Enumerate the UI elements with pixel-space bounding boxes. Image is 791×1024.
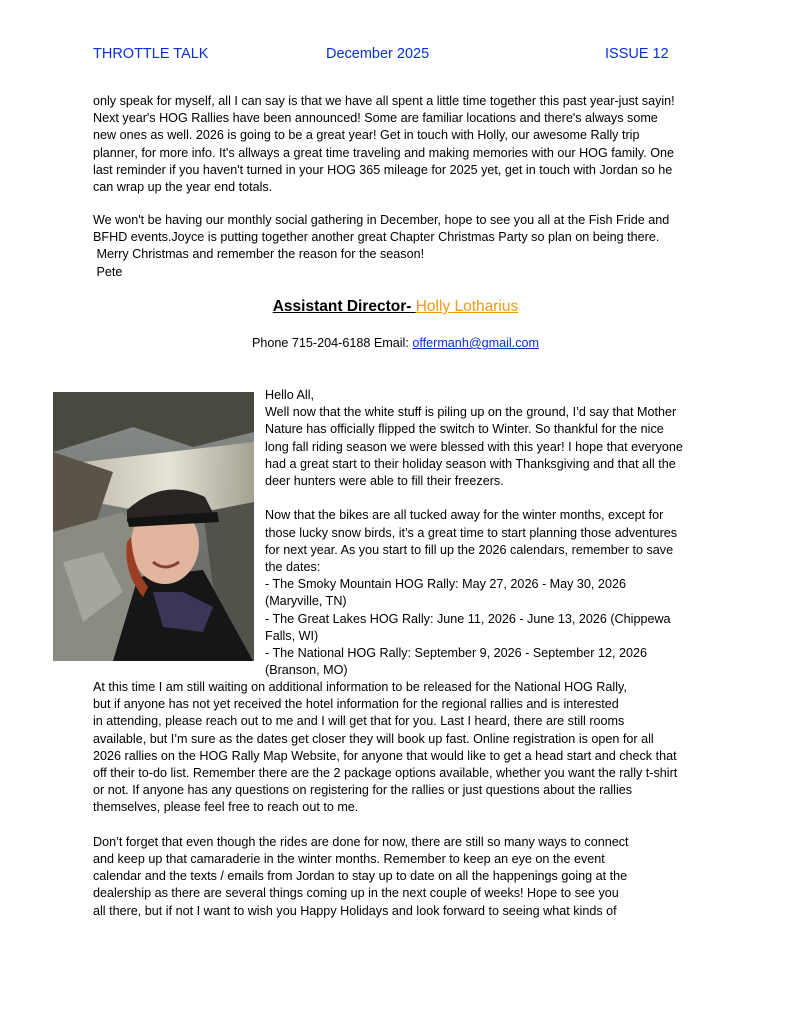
text-line: BFHD events.Joyce is putting together another great Chapter Christmas Party so plan on being there. (93, 230, 660, 245)
contact-line (0, 336, 791, 350)
contact-phone: Phone 715-204-6188 Email: (252, 336, 413, 350)
newsletter-title: THROTTLE TALK (93, 46, 209, 62)
text-line: available, but I’m sure as the dates get closer they will book up fast. Online registration is open for all (93, 731, 654, 746)
text-line: Merry Christmas and remember the reason for the season! (93, 247, 425, 262)
text-line: in attending, please reach out to me and I will get that for you. Last I heard, there are still rooms (93, 714, 625, 729)
text-line: all there, but if not I want to wish you Happy Holidays and look forward to seeing what kinds of (93, 903, 617, 918)
email-link[interactable]: offermanh@gmail.com (412, 336, 539, 350)
article-full-text (93, 679, 703, 920)
text-line: planner, for more info. It's allways a great time traveling and making memories with our HOG family. One (93, 145, 675, 160)
text-line: 2026 rallies on the HOG Rally Map Website, for anyone that would like to get a head start and check that (93, 748, 677, 763)
issue-date: December 2025 (326, 46, 430, 62)
text-line: had a great start to their holiday season with Thanksgiving and that all the (265, 456, 676, 471)
section-title (0, 298, 791, 316)
text-line: last reminder if you haven't turned in your HOG 365 mileage for 2025 yet, get in touch with Jordan so he (93, 162, 673, 177)
section-title-label: Assistant Director- (272, 298, 416, 315)
text-line: new ones as well. 2026 is going to be a great year! Get in touch with Holly, our awesome Rally trip (93, 128, 640, 143)
text-line: or not. If anyone has any questions on registering for the rallies or just questions about the rallies (93, 783, 633, 798)
text-line: Don’t forget that even though the rides are done for now, there are still so many ways to connect (93, 834, 629, 849)
issue-number: ISSUE 12 (605, 46, 669, 62)
text-line: We won't be having our monthly social gathering in December, hope to see you all at the Fish Fride and (93, 213, 670, 227)
text-line: only speak for myself, all I can say is that we have all spent a little time together this past year-just sayin! (93, 94, 675, 108)
text-line: deer hunters were able to fill their freezers. (265, 474, 504, 489)
text-line: Next year's HOG Rallies have been announced! Some are familiar locations and there's always some (93, 111, 658, 126)
closing-paragraph (93, 212, 703, 281)
text-line: themselves, please feel free to reach out to me. (93, 800, 359, 815)
text-line: Well now that the white stuff is piling up on the ground, I’d say that Mother (265, 405, 677, 420)
text-line: Nature has officially flipped the switch to Winter. So thankful for the nice (265, 422, 664, 437)
text-line: for next year. As you start to fill up the 2026 calendars, remember to save (265, 542, 674, 557)
author-photo (53, 392, 254, 661)
text-line: Hello All, (265, 388, 314, 402)
rally-location: Falls, WI) (265, 628, 319, 643)
text-line: off their to-do list. Remember there are the 2 package options available, whether you want the rally t-shirt (93, 766, 678, 781)
blank-line (93, 817, 703, 834)
rally-item: - The National HOG Rally: September 9, 2026 - September 12, 2026 (265, 646, 647, 661)
section-title-name: Holly Lotharius (415, 298, 519, 315)
text-line: calendar and the texts / emails from Jordan to stay up to date on all the happenings going at the (93, 869, 628, 884)
text-line: dealership as there are several things coming up in the next couple of weeks! Hope to see you (93, 886, 619, 901)
text-line: those lucky snow birds, it’s a great time to start planning those adventures (265, 525, 678, 540)
rally-item: - The Smoky Mountain HOG Rally: May 27, 2026 - May 30, 2026 (265, 577, 626, 592)
rally-location: (Branson, MO) (265, 663, 348, 678)
text-line: can wrap up the year end totals. (93, 180, 273, 195)
article-side-text (265, 387, 705, 679)
rally-item: - The Great Lakes HOG Rally: June 11, 2026 - June 13, 2026 (Chippewa (265, 611, 671, 626)
blank-line (265, 490, 705, 507)
rally-location: (Maryville, TN) (265, 594, 347, 609)
text-line: the dates: (265, 560, 321, 575)
text-line: At this time I am still waiting on additional information to be released for the National HOG Rally, (93, 680, 627, 694)
intro-paragraph (93, 93, 703, 196)
signature: Pete (93, 264, 123, 279)
text-line: but if anyone has not yet received the hotel information for the regional rallies and is interested (93, 697, 619, 712)
text-line: Now that the bikes are all tucked away for the winter months, except for (265, 508, 664, 523)
text-line: long fall riding season we were blessed with this year! I hope that everyone (265, 439, 683, 454)
newsletter-header (0, 46, 791, 66)
text-line: and keep up that camaraderie in the winter months. Remember to keep an eye on the event (93, 852, 605, 867)
